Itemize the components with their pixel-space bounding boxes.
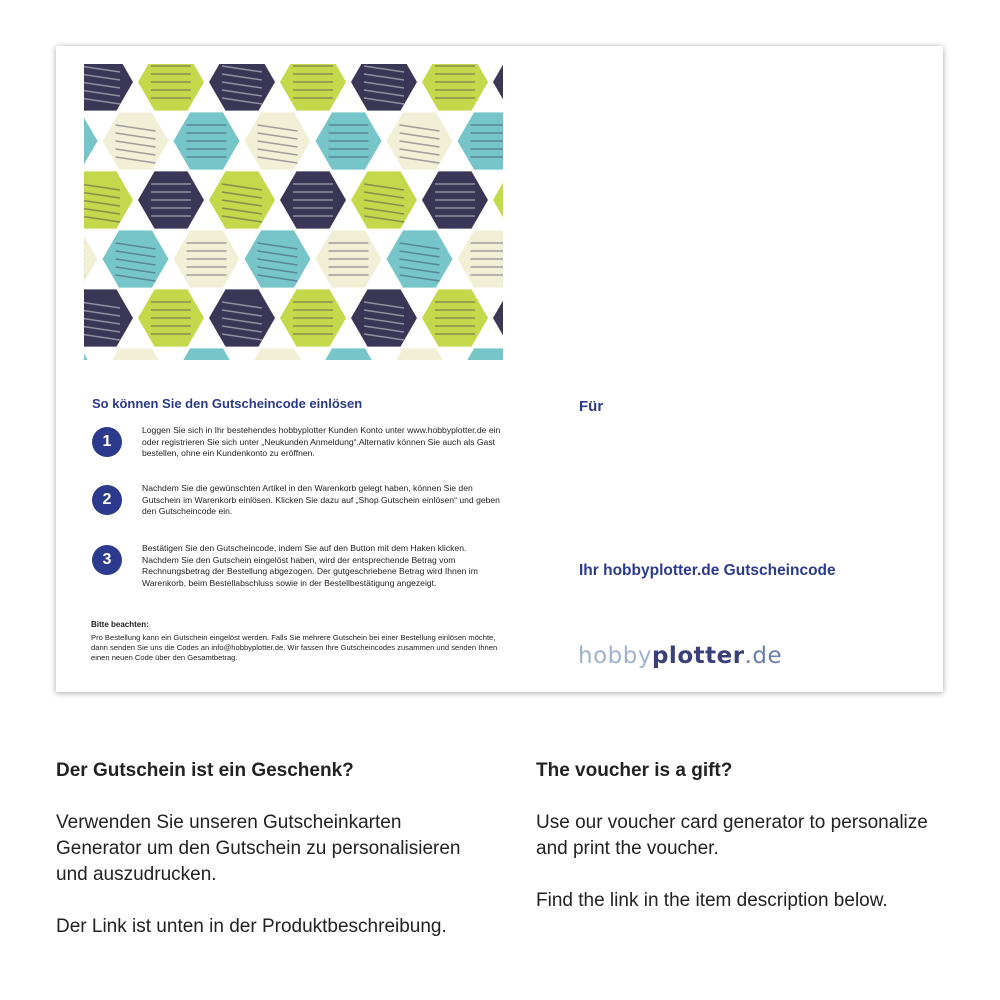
step-text: Bestätigen Sie den Gutscheincode, indem Sie auf den Button mit dem Haken klicken. Nachdem Sie den Gutschein eingelöst haben, wird der entsprechende Betrag vom Rechnungsbetrag der Bestellung abgezogen. Der gutgeschriebene Betrag wird Ihnen im Warenkorb, beim Bestellabschluss sowie in der Bestellbestätigung angezeigt.	[142, 543, 478, 588]
hexagon-tile	[245, 348, 311, 360]
hexagon-tile	[84, 348, 98, 360]
hexagon-tile	[458, 348, 504, 360]
note-title: Bitte beachten:	[91, 620, 149, 629]
hexagon-tile	[493, 289, 503, 346]
hexagon-tile	[387, 112, 453, 169]
hexagon-tile	[138, 64, 204, 111]
german-paragraph-1: Verwenden Sie unseren Gutscheinkarten Generator um den Gutschein zu personalisieren und auszudrucken.	[56, 812, 461, 885]
german-gift-info	[56, 758, 476, 966]
hexagon-tile	[103, 230, 169, 287]
hexagon-tile	[351, 64, 417, 111]
hexagon-tile	[209, 289, 275, 346]
hexagon-tile	[493, 171, 503, 228]
voucher-card	[56, 46, 943, 692]
step-2	[92, 483, 502, 539]
hexagon-pattern-image	[84, 64, 503, 360]
german-heading: Der Gutschein ist ein Geschenk?	[56, 760, 354, 781]
hexagon-tile	[280, 64, 346, 111]
step-number-badge: 2	[92, 485, 122, 515]
hexagon-tile	[84, 230, 98, 287]
hexagon-tile	[387, 348, 453, 360]
voucher-code-label: Ihr hobbyplotter.de Gutscheincode	[579, 562, 836, 579]
english-gift-info	[536, 758, 956, 940]
instructions-title: So können Sie den Gutscheincode einlösen	[92, 396, 363, 411]
hexagon-tile	[245, 112, 311, 169]
hexagon-tile	[103, 348, 169, 360]
hexagon-tile	[103, 112, 169, 169]
hexagon-tile	[209, 171, 275, 228]
step-number-badge: 3	[92, 545, 122, 575]
hexagon-tile	[351, 289, 417, 346]
hexagon-tile	[209, 64, 275, 111]
redeem-instructions	[92, 396, 502, 601]
hexagon-tile	[387, 230, 453, 287]
step-3	[92, 543, 502, 601]
hexagon-tile	[351, 171, 417, 228]
hexagon-tile	[245, 230, 311, 287]
recipient-label: Für	[579, 398, 604, 415]
hobbyplotter-logo: hobbyplotter.de	[578, 643, 783, 669]
german-paragraph-2: Der Link ist unten in der Produktbeschreibung.	[56, 916, 447, 937]
hexagon-tile	[84, 112, 98, 169]
step-text: Nachdem Sie die gewünschten Artikel in den Warenkorb gelegt haben, können Sie den Gutschein im Warenkorb einlösen. Klicken Sie dazu auf „Shop Gutschein einlösen“ und geben den Gutscheincode ein.	[142, 483, 500, 516]
english-paragraph-2: Find the link in the item description below.	[536, 890, 888, 911]
english-heading: The voucher is a gift?	[536, 760, 733, 781]
note-text: Pro Bestellung kann ein Gutschein eingelöst werden. Falls Sie mehrere Gutschein bei einer Bestellung einlösen möchte, dann senden Sie uns die Codes an info@hobbyplotter.de. Wir fassen Ihre Gutscheincodes zusammen und senden Ihnen einen neuen Code über den Gesamtbetrag.	[91, 633, 498, 662]
english-paragraph-1: Use our voucher card generator to personalize and print the voucher.	[536, 812, 928, 859]
step-1	[92, 425, 502, 483]
hexagon-tile	[316, 348, 382, 360]
hexagon-tile	[422, 64, 488, 111]
hexagon-tile	[493, 64, 503, 111]
step-text: Loggen Sie sich in Ihr bestehendes hobbyplotter Kunden Konto unter www.hobbyplotter.de ein oder registrieren Sie sich unter „Neukunden Anmeldung“.Alternativ können Sie auch als Gast bestellen, ohne ein Kundenkonto zu eröffnen.	[142, 425, 501, 458]
step-number-badge: 1	[92, 427, 122, 457]
hexagon-tile	[174, 348, 240, 360]
